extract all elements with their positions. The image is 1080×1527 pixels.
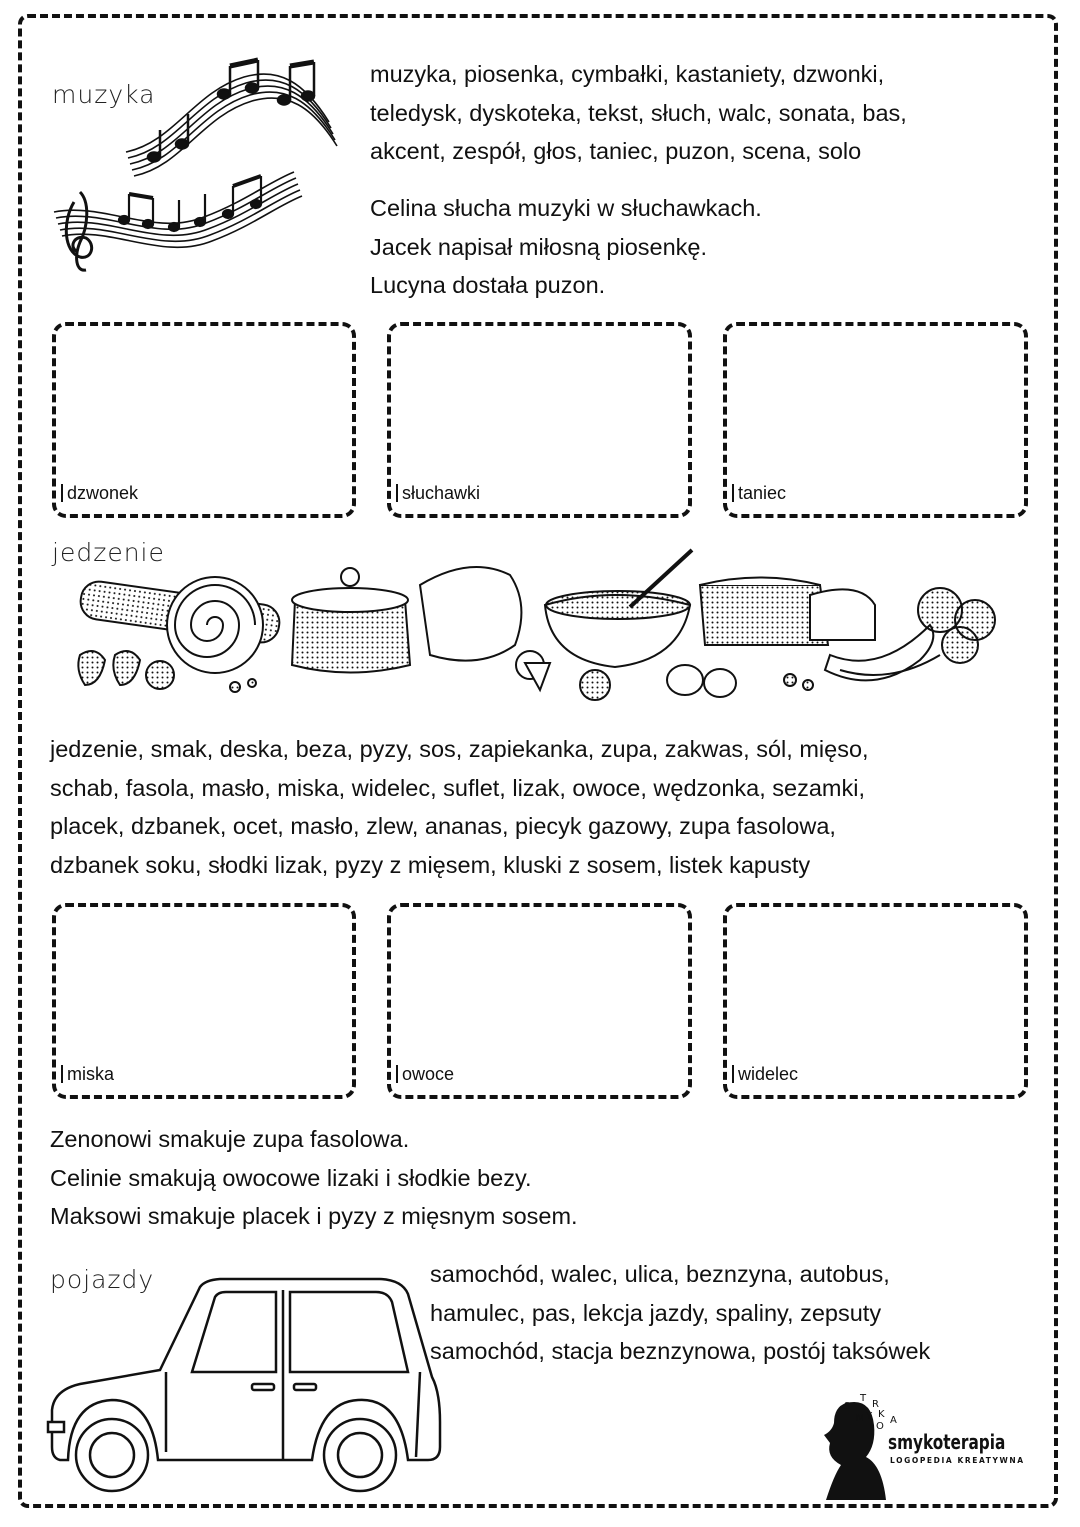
logo-tagline: LOGOPEDIA KREATYWNA (890, 1456, 1025, 1465)
drawing-box-label: owoce (396, 1065, 454, 1083)
car-icon (40, 1272, 450, 1497)
logo-name: smykoterapia (888, 1430, 1006, 1454)
vehicles-word-list (430, 1255, 930, 1371)
music-sentences (370, 189, 762, 305)
drawing-box-sluchawki[interactable] (387, 322, 692, 518)
food-sentence: Zenonowi smakuje zupa fasolowa. (50, 1126, 410, 1152)
music-word-line: muzyka, piosenka, cymbałki, kastaniety, dzwonki, (370, 61, 885, 87)
section-title-food: jedzenie (52, 538, 165, 567)
music-sentence: Lucyna dostała puzon. (370, 272, 606, 298)
svg-text:O: O (876, 1421, 884, 1432)
section-title-vehicles: pojazdy (50, 1265, 155, 1294)
food-sentence: Maksowi smakuje placek i pyzy z mięsnym sosem. (50, 1203, 578, 1229)
drawing-box-taniec[interactable] (723, 322, 1028, 518)
drawing-box-dzwonek[interactable] (52, 322, 356, 518)
food-sentences (50, 1120, 578, 1236)
svg-text:A: A (890, 1415, 897, 1426)
music-word-line: akcent, zespół, głos, taniec, puzon, scena, solo (370, 138, 862, 164)
food-illustration (60, 545, 1020, 710)
vehicles-word-line: hamulec, pas, lekcja jazdy, spaliny, zepsuty (430, 1299, 882, 1326)
drawing-box-label: taniec (732, 484, 786, 502)
music-word-line: teledysk, dyskoteka, tekst, słuch, walc, sonata, bas, (370, 99, 907, 126)
music-word-list (370, 55, 907, 171)
food-word-line: schab, fasola, masło, miska, widelec, suflet, lizak, owoce, wędzonka, sezamki, (50, 774, 866, 801)
vehicles-word-line: samochód, walec, ulica, beznzyna, autobus, (430, 1261, 890, 1287)
svg-text:T: T (860, 1393, 867, 1404)
food-word-line: placek, dzbanek, ocet, masło, zlew, ananas, piecyk gazowy, zupa fasolowa, (50, 813, 836, 839)
drawing-box-owoce[interactable] (387, 903, 692, 1099)
drawing-box-widelec[interactable] (723, 903, 1028, 1099)
section-title-music: muzyka (52, 80, 156, 109)
vehicles-word-line: samochód, stacja beznzynowa, postój taksówek (430, 1338, 931, 1364)
drawing-box-label: dzwonek (61, 484, 138, 502)
drawing-box-label: widelec (732, 1065, 798, 1083)
food-sentence: Celinie smakują owocowe lizaki i słodkie bezy. (50, 1164, 532, 1191)
music-sentence: Celina słucha muzyki w słuchawkach. (370, 195, 762, 221)
logo-head-icon (816, 1395, 896, 1505)
music-sentence: Jacek napisał miłosną piosenkę. (370, 233, 708, 260)
svg-text:Y: Y (866, 1411, 873, 1422)
svg-text:M: M (856, 1413, 865, 1424)
svg-text:K: K (878, 1409, 885, 1420)
drawing-box-label: słuchawki (396, 484, 480, 502)
drawing-box-label: miska (61, 1065, 114, 1083)
food-word-line: dzbanek soku, słodki lizak, pyzy z mięsem, kluski z sosem, listek kapusty (50, 851, 811, 878)
music-notes-illustration (44, 52, 344, 282)
food-word-line: jedzenie, smak, deska, beza, pyzy, sos, zapiekanka, zupa, zakwas, sól, mięso, (50, 736, 869, 762)
drawing-box-miska[interactable] (52, 903, 356, 1099)
food-word-list (50, 730, 869, 884)
svg-text:S: S (844, 1401, 851, 1412)
svg-text:R: R (872, 1399, 879, 1410)
